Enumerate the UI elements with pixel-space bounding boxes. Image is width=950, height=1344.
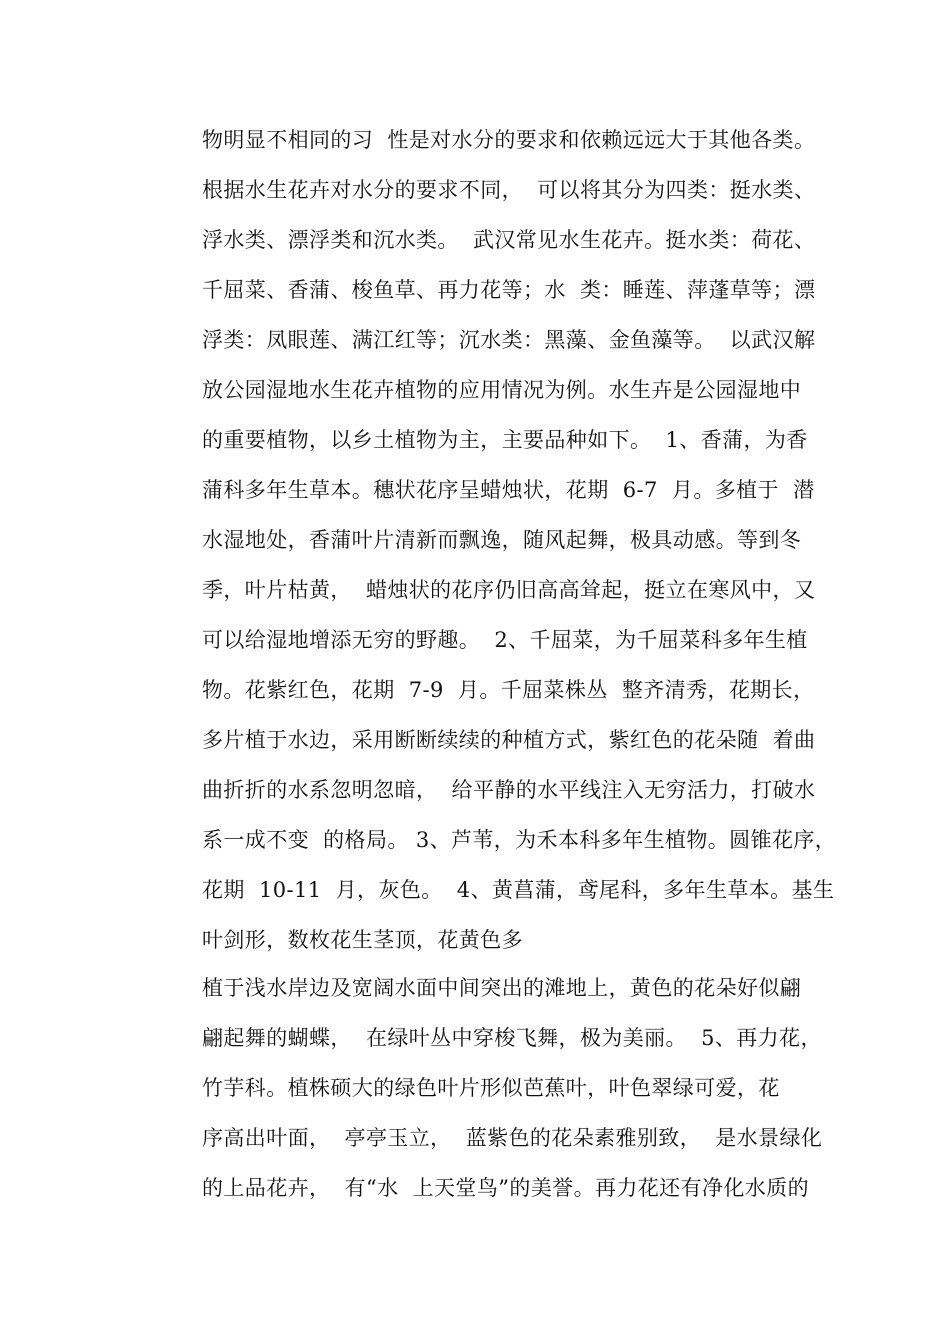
text-line: 的重要植物，以乡土植物为主，主要品种如下。 1、香蒲，为香 bbox=[202, 428, 808, 452]
text-line: 放公园湿地水生花卉植物的应用情况为例。水生卉是公园湿地中 bbox=[202, 378, 802, 402]
text-line: 浮类：凤眼莲、满江红等；沉水类：黑藻、金鱼藻等。 以武汉解 bbox=[202, 328, 816, 352]
text-line: 叶剑形，数枚花生茎顶，花黄色多 bbox=[202, 928, 523, 952]
paragraph-aquatic-flowers bbox=[202, 115, 837, 965]
text-line: 植于浅水岸边及宽阔水面中间突出的滩地上，黄色的花朵好似翩 bbox=[202, 976, 802, 1000]
text-line: 浮水类、漂浮类和沉水类。 武汉常见水生花卉。挺水类：荷花、 bbox=[202, 228, 816, 252]
paragraph-continued bbox=[202, 963, 822, 1213]
text-line: 多片植于水边，采用断断续续的种植方式，紫红色的花朵随 着曲 bbox=[202, 728, 816, 752]
text-line: 物。花紫红色，花期 7-9 月。千屈菜株丛 整齐清秀，花期长， bbox=[202, 678, 815, 702]
text-line: 可以给湿地增添无穷的野趣。 2、千屈菜，为千屈菜科多年生植 bbox=[202, 628, 808, 652]
text-line: 序高出叶面， 亭亭玉立， 蓝紫色的花朵素雅别致， 是水景绿化 bbox=[202, 1126, 823, 1150]
text-line: 千屈菜、香蒲、梭鱼草、再力花等；水 类：睡莲、萍蓬草等；漂 bbox=[202, 278, 816, 302]
text-line: 花期 10-11 月，灰色。 4、黄菖蒲，鸢尾科，多年生草本。基生 bbox=[202, 878, 835, 902]
text-line: 系一成不变 的格局。 3、芦苇，为禾本科多年生植物。圆锥花序， bbox=[202, 828, 837, 852]
text-line: 水湿地处，香蒲叶片清新而飘逸，随风起舞，极具动感。等到冬 bbox=[202, 528, 802, 552]
text-line: 翩起舞的蝴蝶， 在绿叶丛中穿梭飞舞，极为美丽。 5、再力花， bbox=[202, 1026, 822, 1050]
text-line: 的上品花卉， 有“水 上天堂鸟”的美誉。再力花还有净化水质的 bbox=[202, 1176, 809, 1200]
text-line: 季，叶片枯黄， 蜡烛状的花序仍旧高高耸起，挺立在寒风中，又 bbox=[202, 578, 816, 602]
text-line: 根据水生花卉对水分的要求不同， 可以将其分为四类：挺水类、 bbox=[202, 178, 816, 202]
text-line: 蒲科多年生草本。穗状花序呈蜡烛状，花期 6-7 月。多植于 潜 bbox=[202, 478, 815, 502]
text-line: 物明显不相同的习 性是对水分的要求和依赖远远大于其他各类。 bbox=[202, 128, 816, 152]
text-line: 竹芋科。植株硕大的绿色叶片形似芭蕉叶，叶色翠绿可爱，花 bbox=[202, 1076, 780, 1100]
text-line: 曲折折的水系忽明忽暗， 给平静的水平线注入无穷活力，打破水 bbox=[202, 778, 816, 802]
